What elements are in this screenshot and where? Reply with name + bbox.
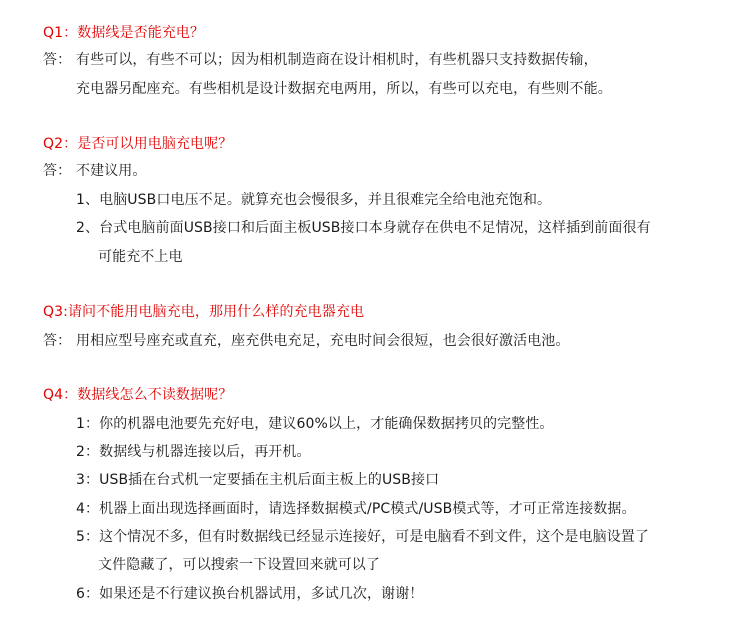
answer-4-item-5-cont: 文件隐藏了，可以搜索一下设置回来就可以了 <box>98 557 380 573</box>
answer-1-line-2: 充电器另配座充。有些相机是设计数据充电两用，所以，有些可以充电，有些则不能。 <box>76 81 612 97</box>
question-4: Q4：数据线怎么不读数据呢？ <box>43 387 233 403</box>
answer-4-item-4: 4：机器上面出现选择画面时，请选择数据模式/PC模式/USB模式等，才可正常连接数据。 <box>76 501 636 517</box>
answer-2-item-2: 2、台式电脑前面USB接口和后面主板USB接口本身就存在供电不足情况，这样插到前面很有 <box>76 220 651 236</box>
answer-4-item-5: 5：这个情况不多，但有时数据线已经显示连接好，可是电脑看不到文件，这个是电脑设置了 <box>76 529 650 545</box>
answer-2-label: 答： <box>43 163 72 179</box>
answer-2-item-1: 1、电脑USB口电压不足。就算充也会慢很多，并且很难完全给电池充饱和。 <box>76 192 552 208</box>
question-2: Q2：是否可以用电脑充电呢？ <box>43 136 233 152</box>
answer-2-line-1: 不建议用。 <box>76 163 147 179</box>
question-3: Q3:请问不能用电脑充电，那用什么样的充电器充电 <box>43 304 365 320</box>
answer-1-line-1: 有些可以，有些不可以；因为相机制造商在设计相机时，有些机器只支持数据传输， <box>76 52 598 68</box>
answer-4-item-1: 1：你的机器电池要先充好电，建议60%以上，才能确保数据拷贝的完整性。 <box>76 416 554 432</box>
question-1: Q1：数据线是否能充电？ <box>43 25 205 41</box>
answer-4-item-3: 3：USB插在台式机一定要插在主机后面主板上的USB接口 <box>76 472 440 488</box>
answer-1-label: 答： <box>43 52 72 68</box>
answer-4-item-6: 6：如果还是不行建议换台机器试用，多试几次，谢谢！ <box>76 586 424 602</box>
answer-2-item-2-cont: 可能充不上电 <box>98 249 183 265</box>
answer-3-label: 答： <box>43 333 72 349</box>
answer-4-item-2: 2：数据线与机器连接以后，再开机。 <box>76 444 311 460</box>
answer-3-line-1: 用相应型号座充或直充，座充供电充足，充电时间会很短，也会很好激活电池。 <box>76 333 570 349</box>
